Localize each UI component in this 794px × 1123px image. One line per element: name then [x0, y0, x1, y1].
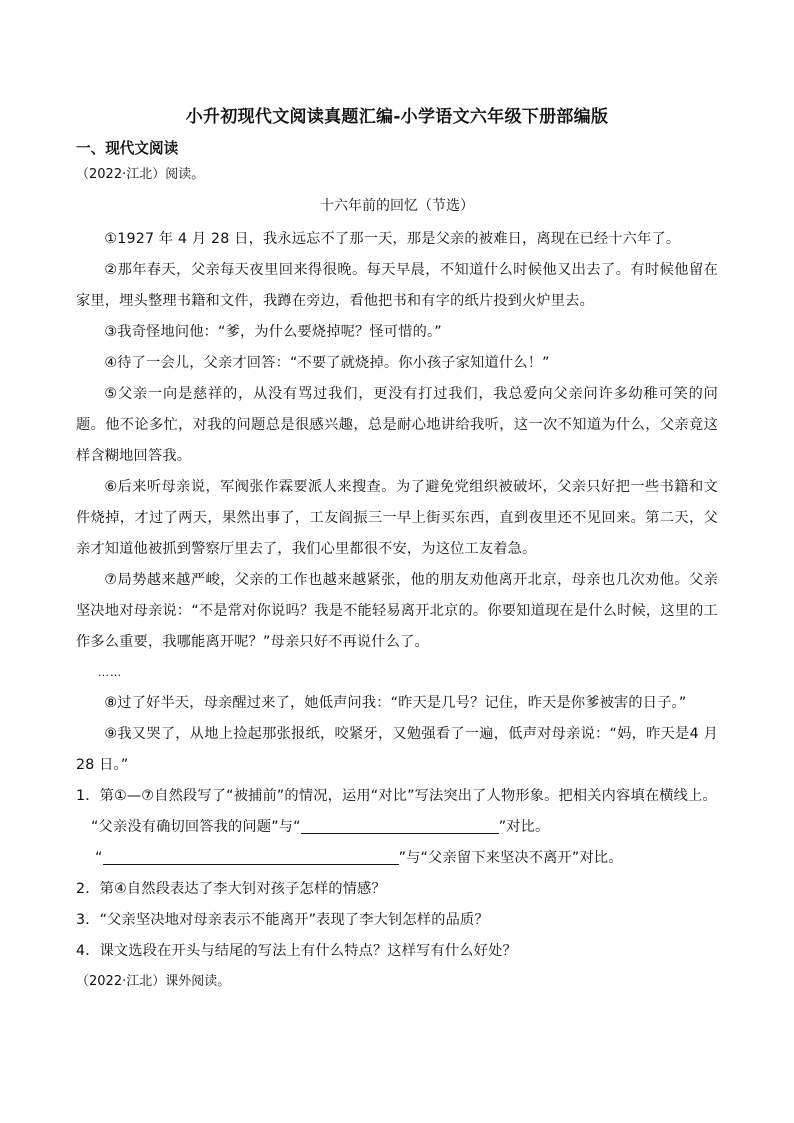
section-heading: 一、现代文阅读	[76, 140, 179, 157]
question-3: 3．“父亲坚决地对母亲表示不能离开”表现了李大钊怎样的品质？	[76, 912, 489, 928]
paragraph-7: ⑦局势越来越严峻，父亲的工作也越来越紧张，他的朋友劝他离开北京，母亲也几次劝他。父亲坚决地对母亲说：“不是常对你说吗？我是不能轻易离开北京的。你要知道现在是什么时候，这里的工作多么重要，我哪能离开呢？”母亲只好不再说什么了。	[76, 572, 718, 650]
paragraph-4: ④待了一会儿，父亲才回答：“不要了就烧掉。你小孩子家知道什么！”	[104, 355, 550, 371]
paragraph-6: ⑥后来听母亲说，军阀张作霖要派人来搜查。为了避免党组织被破坏，父亲只好把一些书籍和文件烧掉，才过了两天，果然出事了，工友阎振三一早上街买东西，直到夜里还不见回来。第二天，父亲才知道他被抓到警察厅里去了，我们心里都很不安，为这位工友着急。	[76, 479, 718, 557]
document-page	[76, 104, 718, 997]
paragraph-1: ①1927 年 4 月 28 日，我永远忘不了那一天，那是父亲的被难日，离现在已经十六年了。	[104, 231, 681, 247]
question-1: 1．第①—⑦自然段写了“被捕前”的情况，运用“对比”写法突出了人物形象。把相关内容填在横线上。	[76, 788, 717, 804]
paragraph-2: ②那年春天，父亲每天夜里回来得很晚。每天早晨，不知道什么时候他又出去了。有时候他留在家里，埋头整理书籍和文件，我蹲在旁边，看他把书和有字的纸片投到火炉里去。	[76, 262, 718, 309]
fill-1-suffix: ”对比。	[498, 819, 550, 835]
fill-2-suffix: ”与“父亲留下来坚决不离开”对比。	[398, 850, 623, 866]
fill-1-prefix: “父亲没有确切回答我的问题”与“	[91, 819, 301, 835]
question-2: 2．第④自然段表达了李大钊对孩子怎样的情感？	[76, 881, 386, 897]
answer-blank-2[interactable]	[103, 844, 399, 865]
page-title: 小升初现代文阅读真题汇编-小学语文六年级下册部编版	[185, 107, 609, 127]
fill-line-2	[76, 843, 718, 874]
paragraph-8: ⑧过了好半天，母亲醒过来了，她低声问我：“昨天是几号？记住，昨天是你爹被害的日子。”	[104, 695, 687, 711]
source-label: （2022·江北）阅读。	[76, 167, 205, 182]
answer-blank-1[interactable]	[301, 813, 499, 834]
paragraph-5: ⑤父亲一向是慈祥的，从没有骂过我们，更没有打过我们，我总爱向父亲问许多幼稚可笑的问题。他不论多忙，对我的问题总是很感兴趣，总是耐心地讲给我听，这一次不知道为什么，父亲竟这样含糊地回答我。	[76, 386, 718, 464]
fill-line-1	[76, 812, 718, 843]
omission-ellipsis: ……	[98, 666, 122, 679]
paragraph-9: ⑨我又哭了，从地上捡起那张报纸，咬紧牙，又勉强看了一遍，低声对母亲说：“妈，昨天是4 月28 日。”	[76, 726, 718, 773]
article-title: 十六年前的回忆（节选）	[320, 198, 474, 214]
source-label-2: （2022·江北）课外阅读。	[76, 974, 231, 989]
question-4: 4．课文选段在开头与结尾的写法上有什么特点？这样写有什么好处？	[76, 943, 517, 959]
fill-2-prefix: “	[95, 850, 103, 866]
paragraph-3: ③我奇怪地问他：“爹，为什么要烧掉呢？怪可惜的。”	[104, 324, 442, 340]
